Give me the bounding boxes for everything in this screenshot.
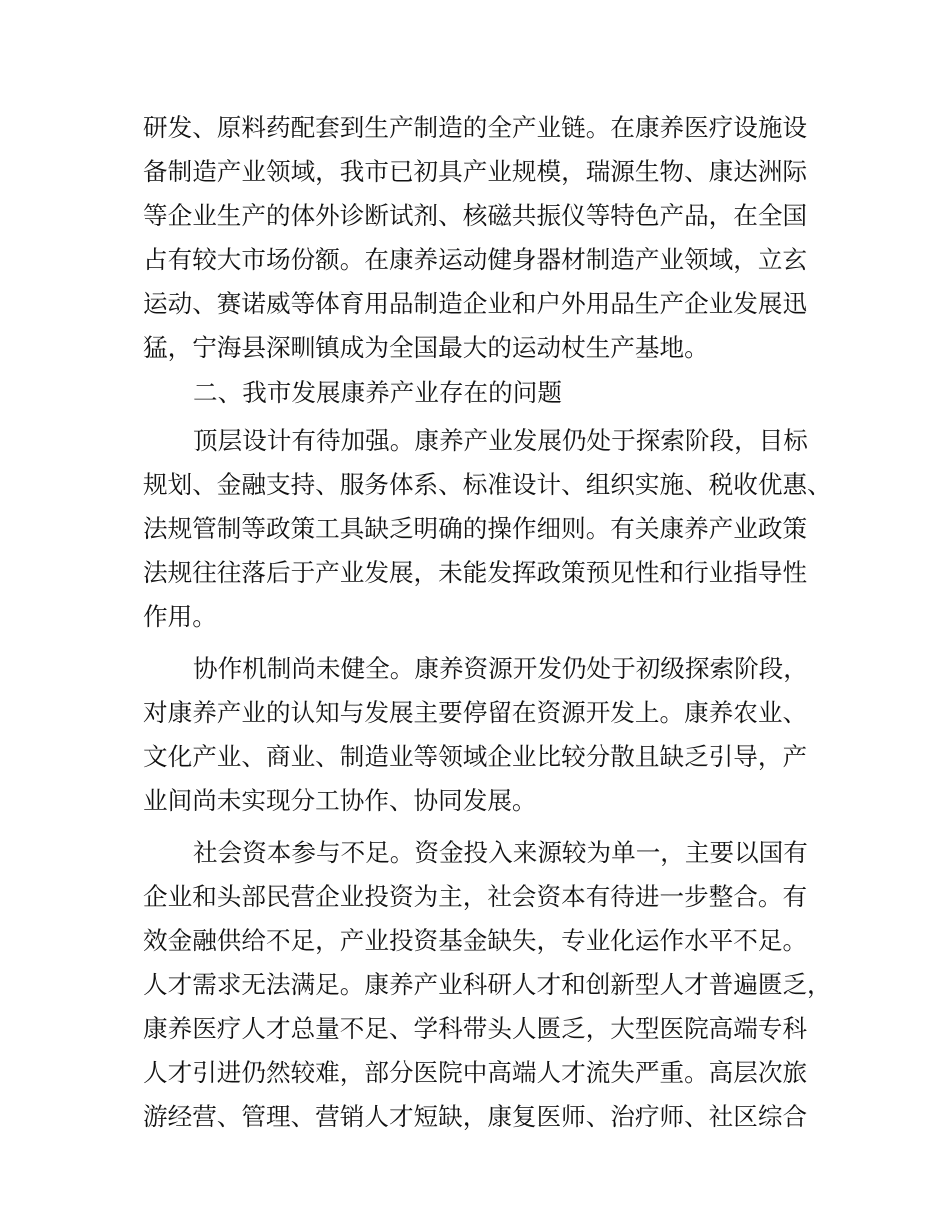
text-line-6: 猛，宁海县深甽镇成为全国最大的运动杖生产基地。 xyxy=(143,333,709,362)
text-line-21: 康养医疗人才总量不足、学科带头人匮乏，大型医院高端专科 xyxy=(143,1014,808,1043)
text-line-4: 占有较大市场份额。在康养运动健身器材制造产业领域，立玄 xyxy=(143,245,808,274)
text-line-1: 研发、原料药配套到生产制造的全产业链。在康养医疗设施设 xyxy=(143,113,808,142)
text-line-3: 等企业生产的体外诊断试剂、核磁共振仪等特色产品，在全国 xyxy=(143,201,808,230)
text-line-12: 作用。 xyxy=(143,602,217,631)
text-line-23: 游经营、管理、营销人才短缺，康复医师、治疗师、社区综合 xyxy=(143,1102,808,1131)
text-line-10: 法规管制等政策工具缺乏明确的操作细则。有关康养产业政策 xyxy=(143,514,808,543)
text-line-20: 人才需求无法满足。康养产业科研人才和创新型人才普遍匮乏， xyxy=(143,970,832,999)
text-line-14: 对康养产业的认知与发展主要停留在资源开发上。康养农业、 xyxy=(143,698,808,727)
text-line-15: 文化产业、商业、制造业等领域企业比较分散且缺乏引导，产 xyxy=(143,742,808,771)
text-line-11: 法规往往落后于产业发展，未能发挥政策预见性和行业指导性 xyxy=(143,558,808,587)
text-line-8: 顶层设计有待加强。康养产业发展仍处于探索阶段，目标 xyxy=(193,426,808,455)
text-line-5: 运动、赛诺威等体育用品制造企业和户外用品生产企业发展迅 xyxy=(143,289,808,318)
text-line-16: 业间尚未实现分工协作、协同发展。 xyxy=(143,786,537,815)
text-line-22: 人才引进仍然较难，部分医院中高端人才流失严重。高层次旅 xyxy=(143,1058,808,1087)
text-line-9: 规划、金融支持、服务体系、标准设计、组织实施、税收优惠、 xyxy=(143,470,832,499)
section-heading: 二、我市发展康养产业存在的问题 xyxy=(193,378,562,407)
text-line-13: 协作机制尚未健全。康养资源开发仍处于初级探索阶段， xyxy=(193,654,808,683)
text-line-18: 企业和头部民营企业投资为主，社会资本有待进一步整合。有 xyxy=(143,882,808,911)
text-line-17: 社会资本参与不足。资金投入来源较为单一，主要以国有 xyxy=(193,838,808,867)
text-line-19: 效金融供给不足，产业投资基金缺失，专业化运作水平不足。 xyxy=(143,926,808,955)
text-line-2: 备制造产业领域，我市已初具产业规模，瑞源生物、康达洲际 xyxy=(143,157,808,186)
